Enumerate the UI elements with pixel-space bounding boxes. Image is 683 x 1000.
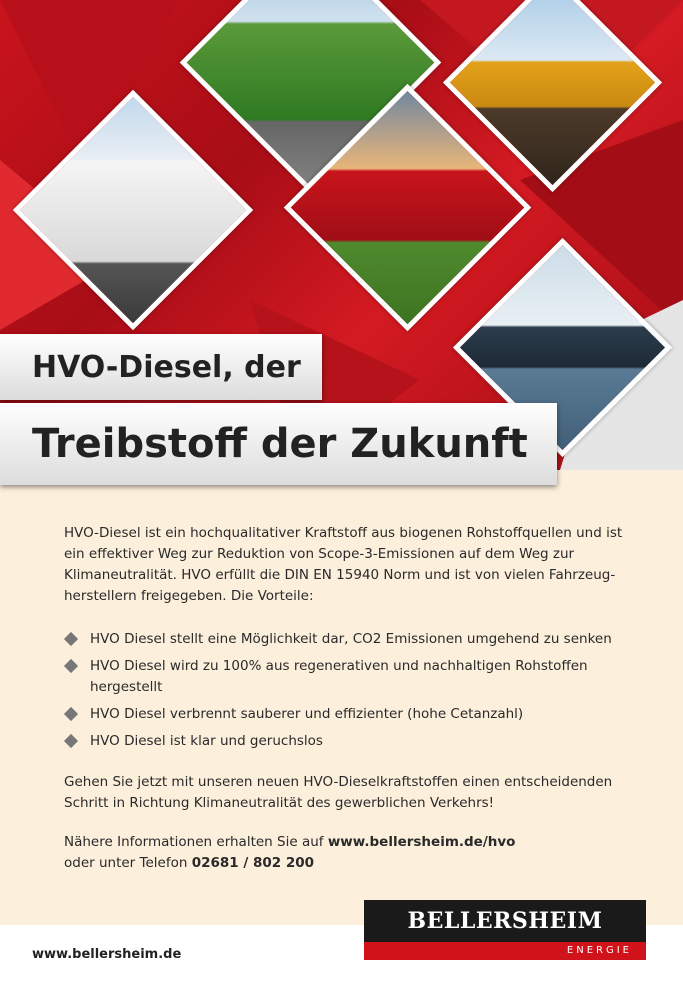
logo-sub: ENERGIE <box>364 942 646 960</box>
main-content <box>64 523 624 874</box>
list-item: HVO Diesel ist klar und geruchslos <box>64 731 624 752</box>
info-link[interactable]: www.bellersheim.de/hvo <box>327 834 516 850</box>
closing-paragraph: Gehen Sie jetzt mit unseren neuen HVO-Dieselkraftstoffen einen entscheidenden Schritt in Richtung Klimaneutralität des gewerblichen Verkehrs! <box>64 774 613 811</box>
diamond-bullet-icon <box>64 659 78 673</box>
diamond-bullet-icon <box>64 734 78 748</box>
logo-name: BELLERSHEIM <box>364 900 646 942</box>
bellersheim-logo <box>364 900 646 960</box>
benefits-list <box>64 629 624 752</box>
title-line-2: Treibstoff der Zukunft <box>0 403 557 485</box>
phone-number[interactable]: 02681 / 802 200 <box>191 855 315 871</box>
intro-paragraph: HVO-Diesel ist ein hochqualitativer Kraftstoff aus biogenen Rohstoffquellen und ist ein effektiver Weg zur Reduktion von Scope-3-Emissionen auf dem Weg zur Klimaneutralität. HVO erfüllt die DIN EN 15940 Norm und ist von vielen Fahrzeug-herstellern freigegeben. Die Vorteile: <box>64 525 623 604</box>
title-line-1: HVO-Diesel, der <box>0 334 322 400</box>
list-item: HVO Diesel verbrennt sauberer und effizienter (hohe Cetanzahl) <box>64 704 624 725</box>
contact-info: Nähere Informationen erhalten Sie auf www.bellersheim.de/hvo oder unter Telefon 02681 / 802 200 <box>64 834 516 871</box>
diamond-bullet-icon <box>64 632 78 646</box>
footer-url[interactable]: www.bellersheim.de <box>32 947 182 962</box>
list-item: HVO Diesel wird zu 100% aus regenerativen und nachhaltigen Rohstoffen hergestellt <box>64 656 624 698</box>
diamond-bullet-icon <box>64 707 78 721</box>
list-item: HVO Diesel stellt eine Möglichkeit dar, CO2 Emissionen umgehend zu senken <box>64 629 624 650</box>
